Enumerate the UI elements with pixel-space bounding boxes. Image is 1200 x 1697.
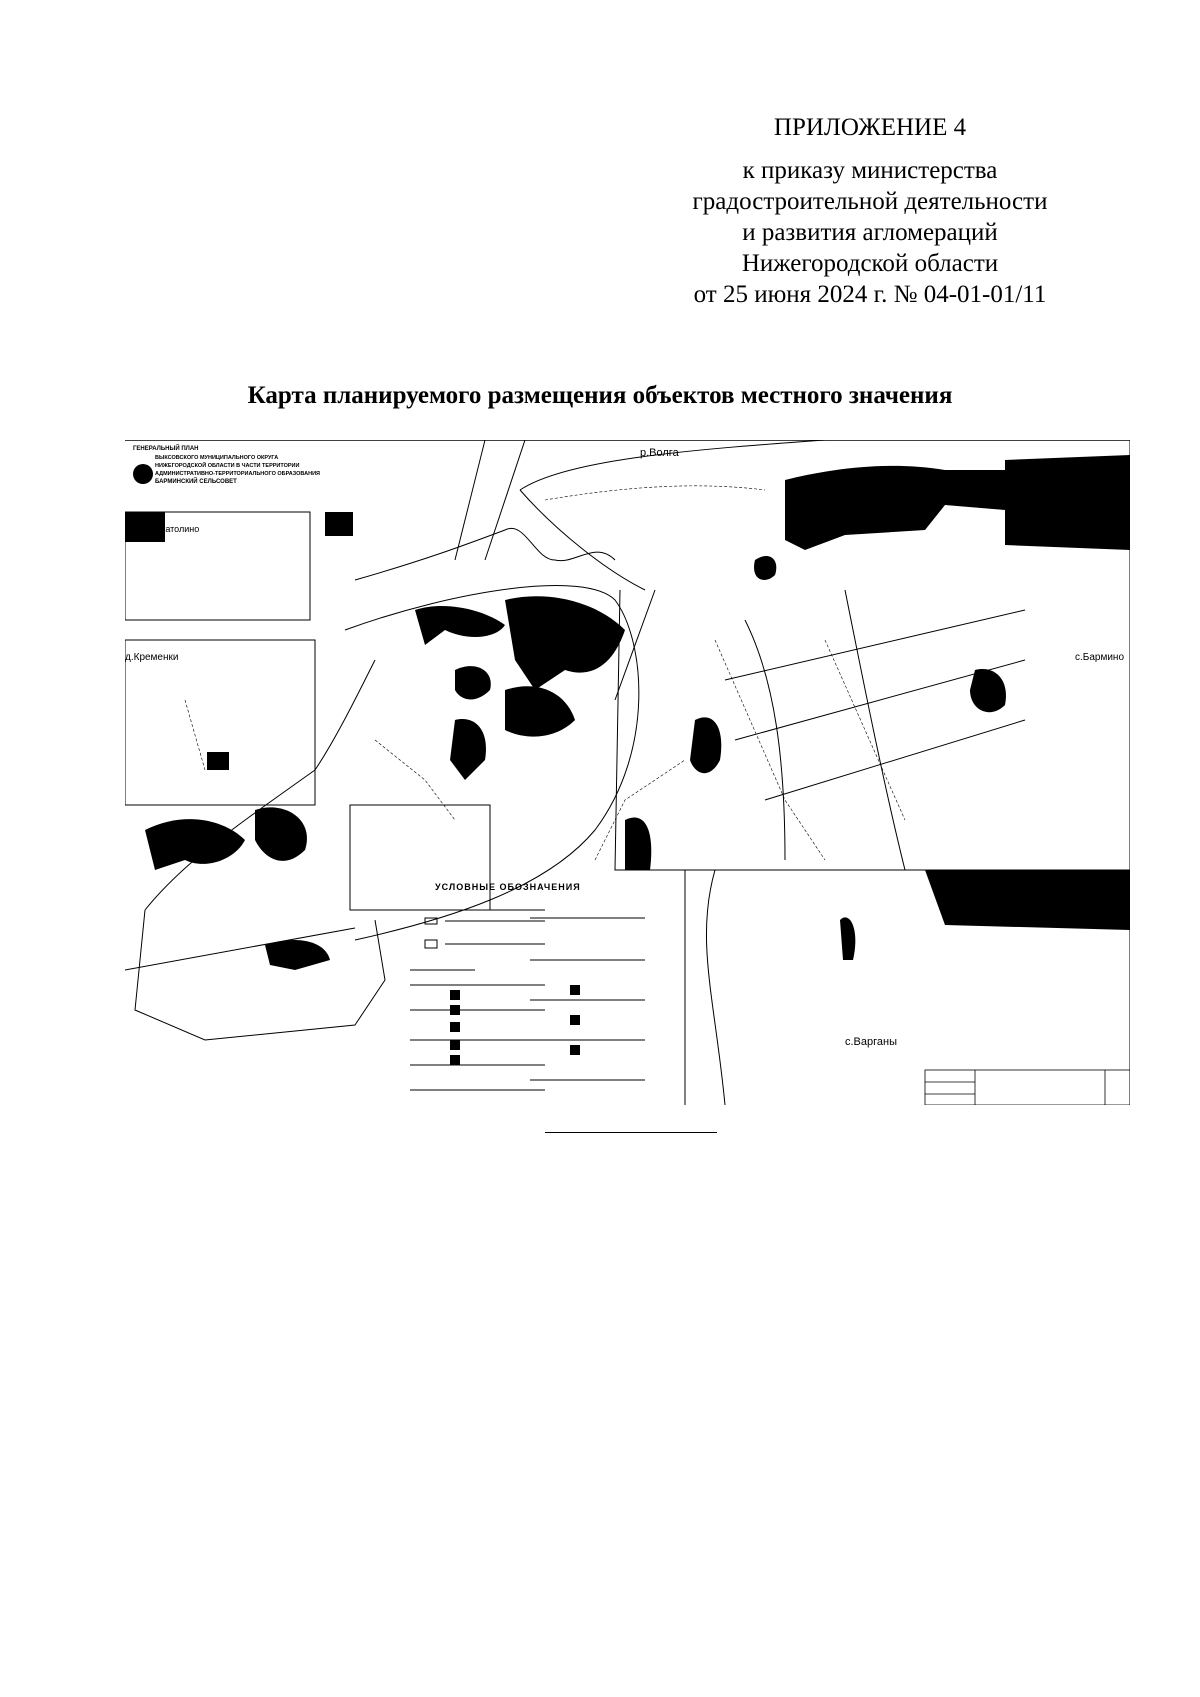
settlement-barmino-label: с.Бармино bbox=[1075, 652, 1125, 663]
settlement-anatolino-label: п.Анатолино bbox=[147, 524, 200, 534]
order-line-2: градостроительной деятельности bbox=[692, 188, 1048, 215]
coat-of-arms-icon bbox=[133, 464, 153, 484]
settlement-kremenki-label: д.Кременки bbox=[125, 652, 179, 663]
footer-separator bbox=[545, 1132, 717, 1133]
order-line-3: и развития агломераций bbox=[742, 219, 998, 246]
legend-title: УСЛОВНЫЕ ОБОЗНАЧЕНИЯ bbox=[435, 882, 581, 892]
stamp-line-3: НИЖЕГОРОДСКОЙ ОБЛАСТИ В ЧАСТИ ТЕРРИТОРИИ bbox=[155, 463, 300, 469]
planning-map-drawing bbox=[125, 440, 1130, 1105]
appendix-header bbox=[630, 112, 1110, 310]
order-line-1: к приказу министерства bbox=[742, 157, 998, 184]
order-date-line: от 25 июня 2024 г. № 04-01-01/11 bbox=[693, 281, 1047, 308]
stamp-line-2: ВЫКСОВСКОГО МУНИЦИПАЛЬНОГО ОКРУГА bbox=[155, 455, 279, 461]
document-title: Карта планируемого размещения объектов местного значения bbox=[247, 382, 953, 409]
stamp-line-1: ГЕНЕРАЛЬНЫЙ ПЛАН bbox=[133, 446, 199, 452]
appendix-number: ПРИЛОЖЕНИЕ 4 bbox=[773, 114, 967, 141]
stamp-line-5: БАРМИНСКИЙ СЕЛЬСОВЕТ bbox=[155, 479, 237, 485]
planning-map bbox=[125, 440, 1130, 1105]
river-volga-label: р.Волга bbox=[640, 447, 679, 459]
order-line-4: Нижегородской области bbox=[741, 250, 999, 277]
settlement-vargany-label: с.Варганы bbox=[845, 1036, 897, 1048]
stamp-line-4: АДМИНИСТРАТИВНО-ТЕРРИТОРИАЛЬНОГО ОБРАЗОВАНИЯ bbox=[155, 471, 320, 477]
